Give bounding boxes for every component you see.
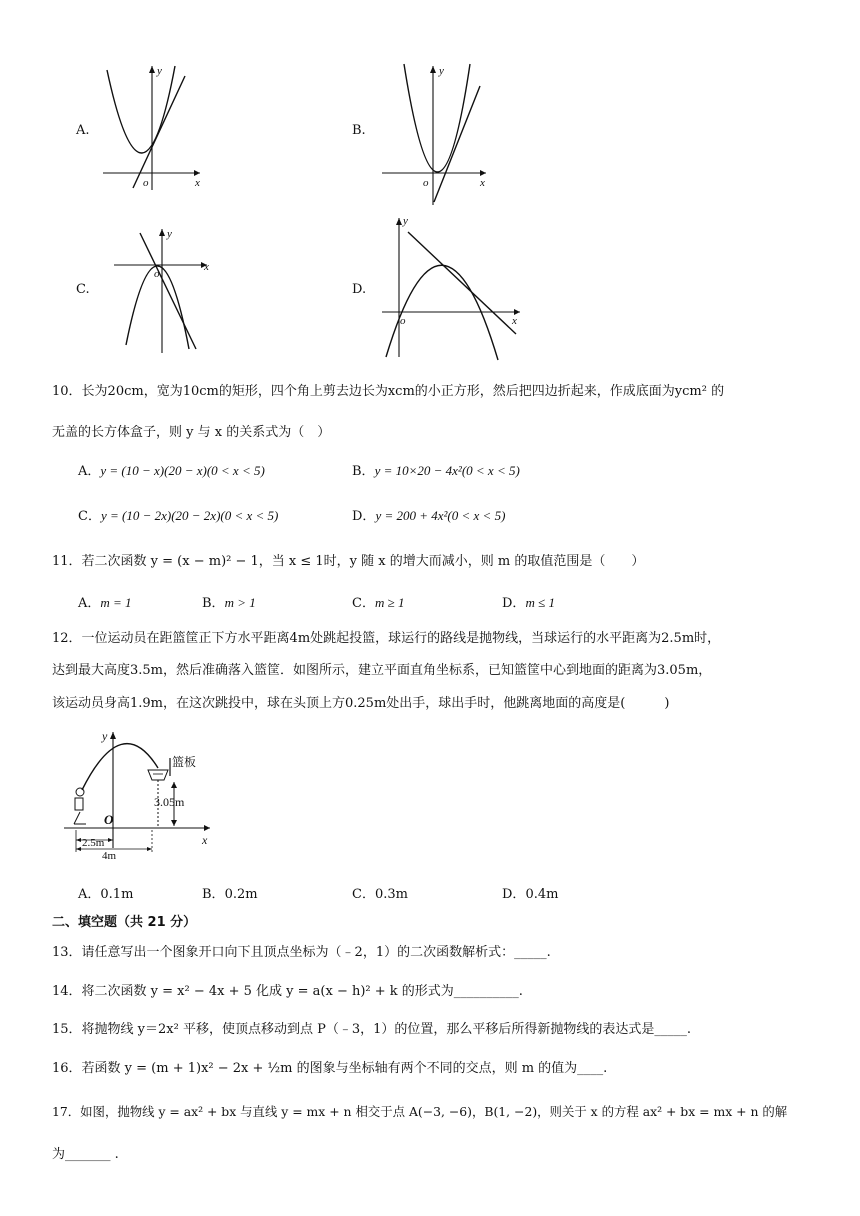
q12-option-a-label: A． (78, 887, 101, 902)
q10-option-c-label: C． (78, 509, 101, 524)
q10-option-c (78, 505, 278, 524)
q9-option-b-label: B. (352, 123, 366, 138)
q11-option-c-label: C． (352, 596, 375, 611)
q12-x-label: x (202, 833, 208, 847)
q9-option-a-label: A. (76, 123, 90, 138)
q9-graph-d (378, 212, 528, 362)
q12-option-a-text: 0.1m (100, 887, 134, 902)
q12-stem-line3: 该运动员身高1.9m，在这次跳投中，球在头顶上方0.25m处出手，球出手时，他跳离地面的高度是( ) (52, 696, 670, 711)
q12-o-label: O (104, 812, 114, 827)
q12-stem-line2: 达到最大高度3.5m，然后准确落入篮筐．如图所示，建立平面直角坐标系，已知篮筐中心到地面的距离为3.05m， (52, 663, 712, 678)
q9-c-o-label: o (154, 268, 160, 280)
q9-graph-c (112, 225, 222, 355)
q9-a-x-label: x (195, 177, 200, 189)
q9-d-o-label: o (400, 315, 406, 327)
q10-option-a-label: A． (78, 464, 101, 479)
q9-a-o-label: o (143, 177, 149, 189)
q9-option-d-label: D. (352, 282, 367, 297)
q11-option-a (78, 592, 132, 611)
section-fill-in-title: 二、填空题（共 21 分） (52, 915, 197, 930)
q12-board-label: 篮板 (172, 755, 197, 769)
q14-stem: 14．将二次函数 y = x² − 4x + 5 化成 y = a(x − h)² + k 的形式为__________. (52, 984, 523, 999)
q10-option-b-label: B． (352, 464, 375, 479)
q12-distance1-label: 2.5m (82, 837, 105, 849)
q10-option-d-text: y = 200 + 4x²(0 < x < 5) (375, 508, 506, 523)
q9-a-y-label: y (157, 65, 162, 77)
q11-option-b-label: B． (202, 596, 225, 611)
q12-option-b-label: B． (202, 887, 225, 902)
q10-option-a (78, 460, 265, 479)
q11-option-d-label: D． (502, 596, 526, 611)
q12-option-a (78, 883, 133, 902)
q9-b-y-label: y (439, 65, 444, 77)
q11-option-b (202, 592, 256, 611)
q12-option-b (202, 883, 258, 902)
q12-basketball-figure (62, 728, 222, 863)
q16-stem: 16．若函数 y = (m + 1)x² − 2x + ½m 的图象与坐标轴有两个不同的交点，则 m 的值为____. (52, 1061, 608, 1076)
q17-stem-line2: 为_______ . (52, 1147, 119, 1162)
q11-option-a-text: m = 1 (100, 595, 132, 610)
q11-stem: 11．若二次函数 y = (x − m)² − 1，当 x ≤ 1时，y 随 x 的增大而减小，则 m 的取值范围是（ ） (52, 554, 645, 569)
q9-d-x-label: x (512, 315, 517, 327)
q12-option-c-text: 0.3m (374, 887, 408, 902)
q12-option-c (352, 883, 408, 902)
q9-c-y-label: y (167, 228, 172, 240)
q10-option-b-text: y = 10×20 − 4x²(0 < x < 5) (374, 463, 520, 478)
q12-option-c-label: C． (352, 887, 375, 902)
q13-stem: 13．请任意写出一个图象开口向下且顶点坐标为（﹣2，1）的二次函数解析式：_____. (52, 945, 551, 960)
q10-option-c-text: y = (10 − 2x)(20 − 2x)(0 < x < 5) (100, 508, 279, 523)
q12-distance2-label: 4m (102, 850, 117, 862)
q12-option-d (502, 883, 558, 902)
q11-option-c-text: m ≥ 1 (374, 595, 405, 610)
q9-b-x-label: x (480, 177, 485, 189)
q12-option-d-text: 0.4m (525, 887, 559, 902)
q12-option-b-text: 0.2m (224, 887, 258, 902)
q10-stem-line1: 10．长为20cm，宽为10cm的矩形，四个角上剪去边长为xcm的小正方形，然后把四边折起来，作成底面为ycm² 的 (52, 384, 725, 399)
q12-option-d-label: D． (502, 887, 526, 902)
q11-option-d-text: m ≤ 1 (525, 595, 555, 610)
q11-option-b-text: m > 1 (224, 595, 256, 610)
q10-option-d-label: D． (352, 509, 376, 524)
q10-option-a-text: y = (10 − x)(20 − x)(0 < x < 5) (100, 463, 265, 478)
q12-y-label: y (102, 729, 108, 743)
q9-option-c-label: C. (76, 282, 90, 297)
q17-stem-line1: 17．如图，抛物线 y = ax² + bx 与直线 y = mx + n 相交于点 A(−3, −6)，B(1, −2)，则关于 x 的方程 ax² + bx = mx + n 的解 (52, 1104, 788, 1119)
q10-option-d (352, 505, 505, 524)
q12-height-label: 3.05m (154, 795, 185, 809)
q9-b-o-label: o (423, 177, 429, 189)
q9-c-x-label: x (204, 261, 209, 273)
q10-option-b (352, 460, 520, 479)
q11-option-c (352, 592, 404, 611)
q11-option-d (502, 592, 555, 611)
q11-option-a-label: A． (78, 596, 101, 611)
q9-d-y-label: y (403, 215, 408, 227)
q9-graph-a (95, 60, 215, 190)
q9-graph-b (378, 60, 498, 210)
q15-stem: 15．将抛物线 y＝2x² 平移，使顶点移动到点 P（﹣3，1）的位置，那么平移后所得新抛物线的表达式是_____. (52, 1022, 692, 1037)
q12-stem-line1: 12．一位运动员在距篮筐正下方水平距离4m处跳起投篮，球运行的路线是抛物线，当球运行的水平距离为2.5m时， (52, 631, 721, 646)
q10-stem-line2: 无盖的长方体盒子，则 y 与 x 的关系式为（ ） (52, 425, 331, 440)
